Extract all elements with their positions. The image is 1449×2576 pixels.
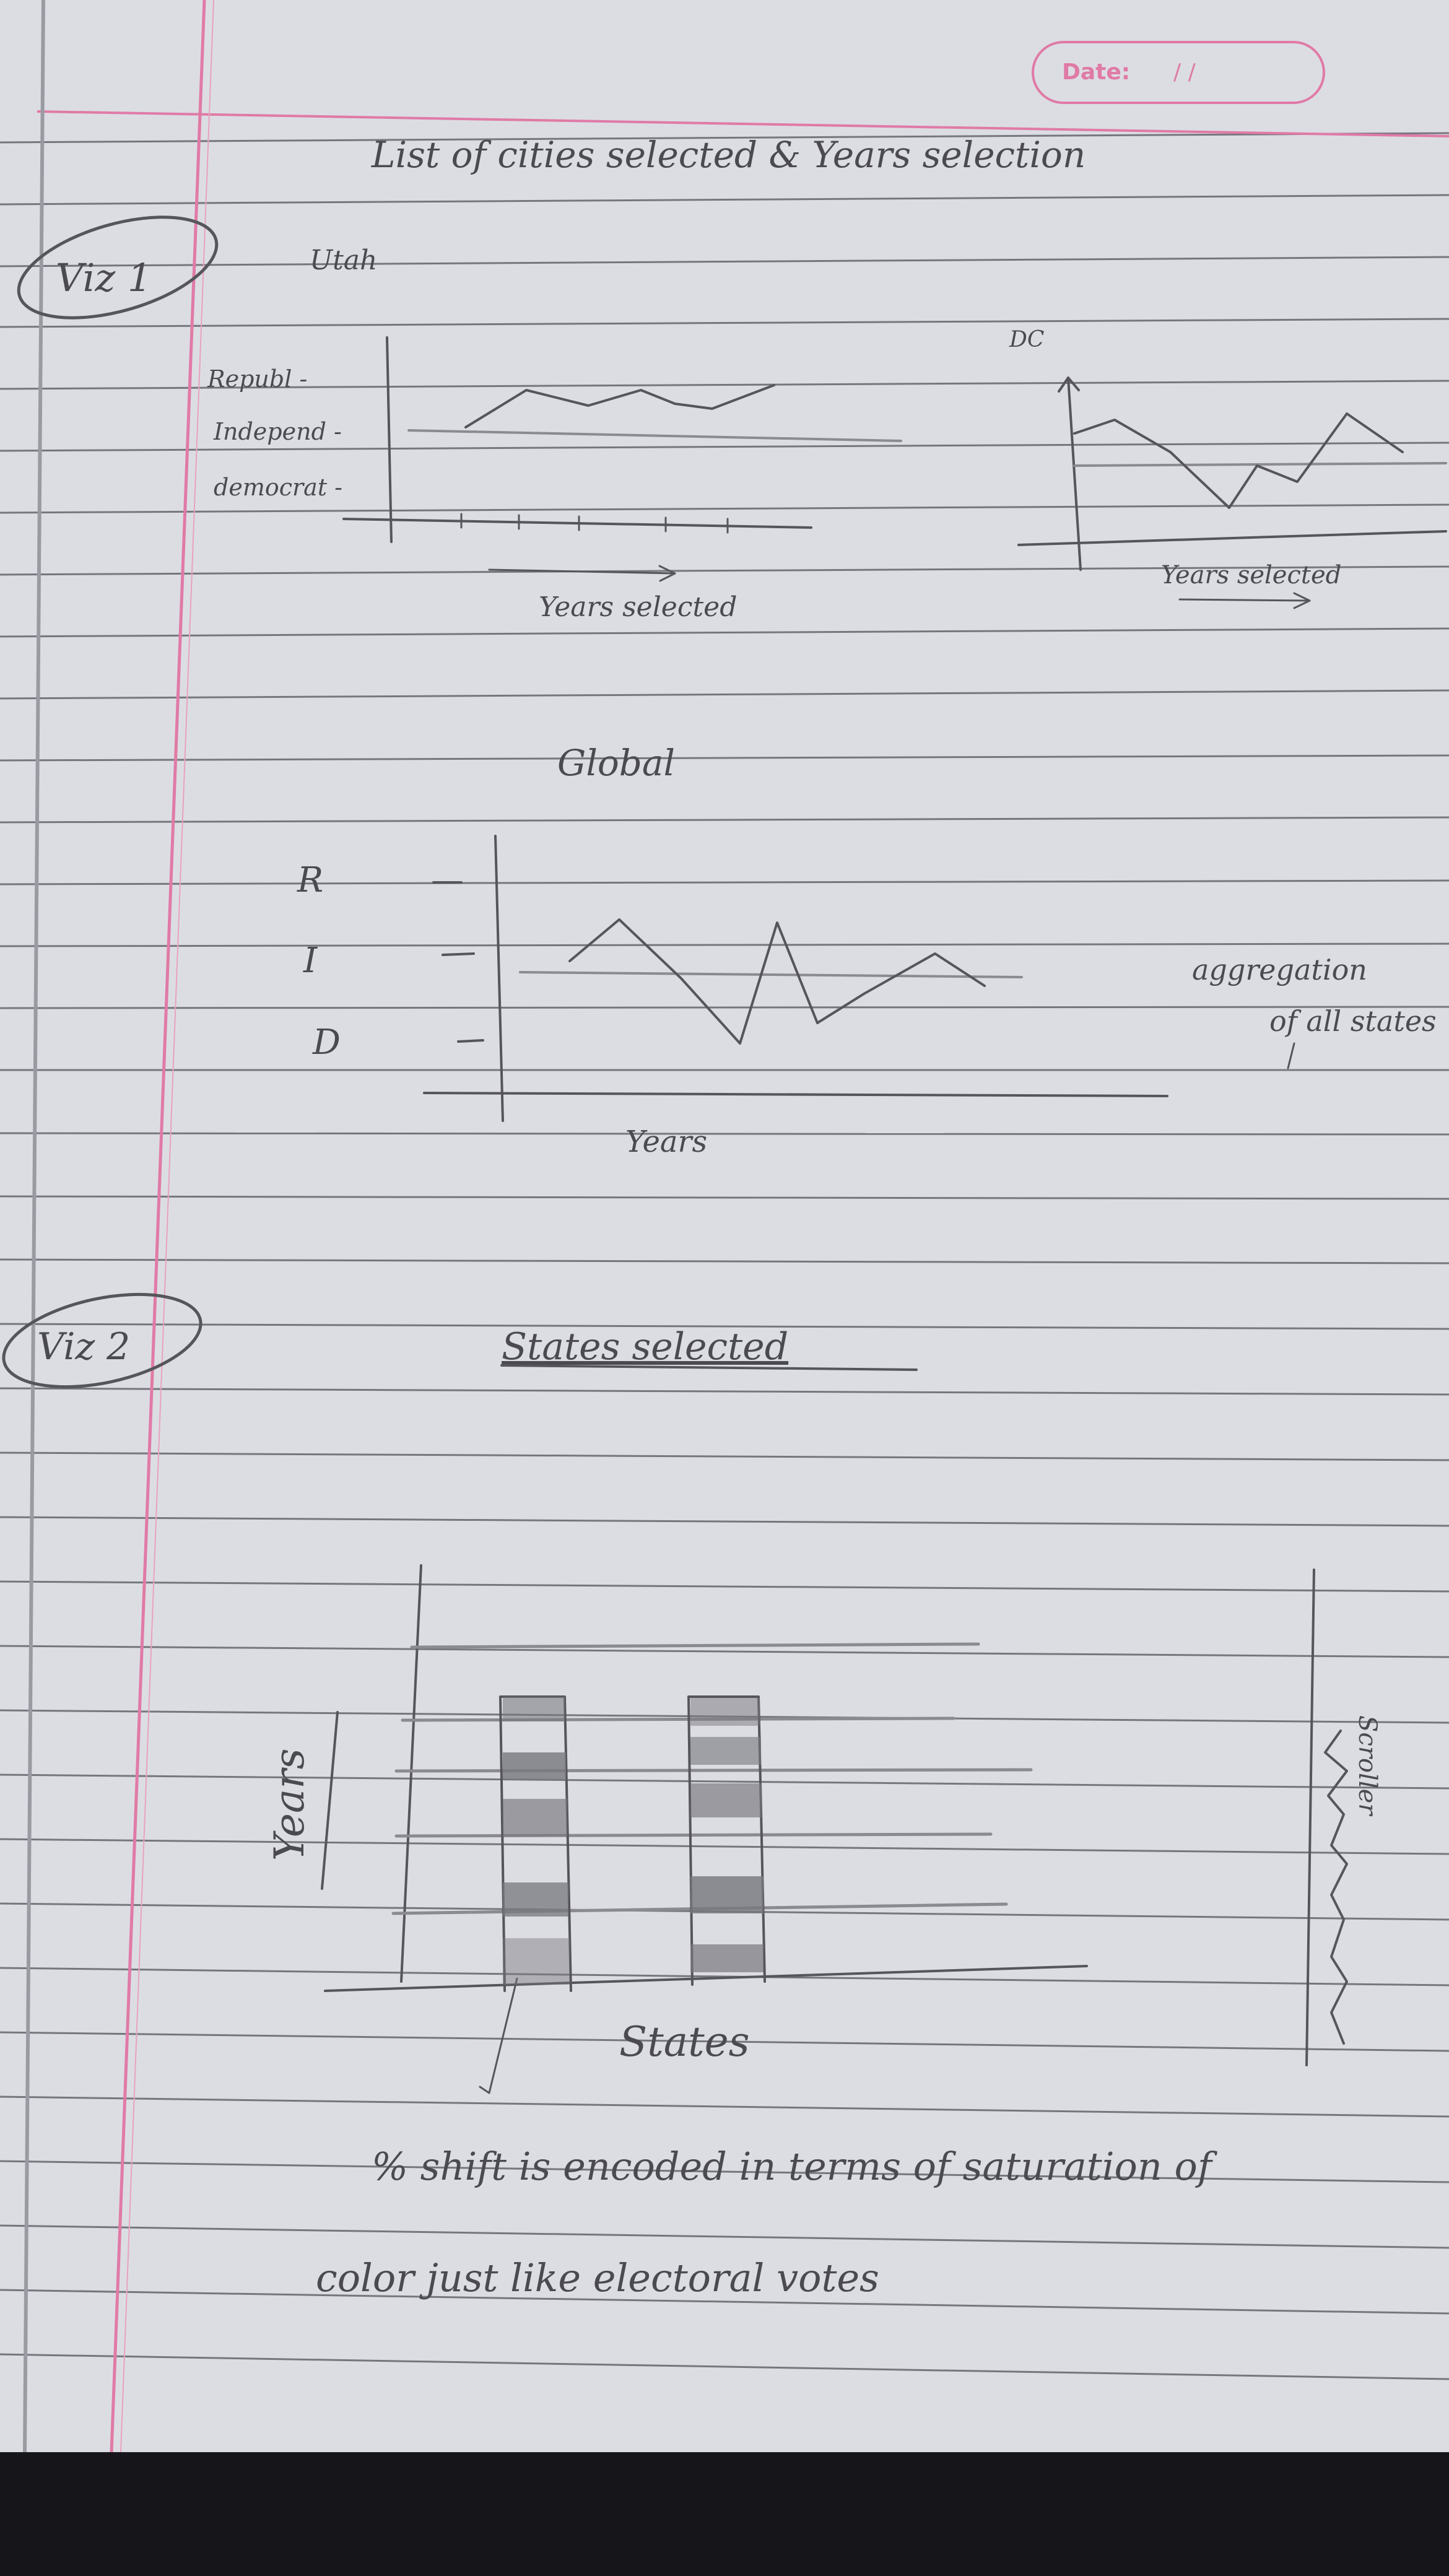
dc-trend-line — [1074, 414, 1403, 508]
viz2-scroller-label: Scroller — [1353, 1715, 1382, 1816]
state-bar-2-segment — [690, 1783, 762, 1817]
state-bar-2-segment — [690, 1698, 760, 1726]
state-bar-2-segment — [690, 1737, 761, 1765]
dc-y-axis — [1059, 378, 1081, 570]
state-bar-2-segment — [690, 1944, 764, 1972]
utah-ylabel-independent: Independ - — [214, 418, 342, 445]
dc-baseline — [1074, 463, 1446, 466]
state-bar-1-segment — [503, 1799, 567, 1836]
global-note-line1: aggregation — [1192, 953, 1367, 986]
global-trend-line — [570, 920, 985, 1043]
spiral-binding-edge — [25, 0, 43, 2452]
global-y-axis — [495, 836, 503, 1121]
utah-x-arrow — [489, 566, 675, 581]
global-title: Global — [557, 742, 676, 784]
dc-x-axis — [1019, 531, 1446, 545]
footnote-line2: color just like electoral votes — [316, 2255, 879, 2300]
utah-ylabel-democrat: democrat - — [214, 474, 343, 501]
margin-line-secondary — [121, 0, 214, 2452]
viz2-y-axis — [401, 1565, 421, 1982]
viz2-y-axis-marker — [322, 1712, 337, 1889]
global-x-axis — [424, 1093, 1167, 1096]
utah-trend-line — [466, 385, 774, 427]
viz2-x-label: States — [619, 2018, 750, 2066]
page-bottom-shadow — [0, 2452, 1449, 2576]
dc-title: DC — [1009, 327, 1045, 352]
global-note-stroke — [1288, 1043, 1294, 1068]
viz2-tag: Viz 2 — [37, 1325, 131, 1368]
viz2-title: States selected — [502, 1325, 789, 1368]
global-ylabel-r: R — [297, 860, 324, 900]
state-bar-1-segment — [503, 1697, 565, 1721]
global-baseline — [520, 972, 1022, 977]
utah-x-label: Years selected — [539, 591, 738, 623]
dc-x-label: Years selected — [1161, 561, 1342, 590]
dc-x-arrow — [1180, 593, 1310, 608]
footnote-line1: % shift is encoded in terms of saturation of — [372, 2144, 1212, 2189]
state-bar-1-segment — [503, 1938, 570, 1985]
viz2-annotation-arrow — [480, 1978, 517, 2093]
viz2-y-label: Years — [266, 1748, 313, 1861]
state-bar-1-segment — [503, 1752, 566, 1780]
viz1-tag: Viz 1 — [56, 255, 152, 300]
date-label: Date: — [1062, 59, 1131, 85]
state-bar-2 — [689, 1697, 765, 1985]
global-x-label: Years — [625, 1125, 708, 1159]
utah-ylabel-republican: Republ - — [207, 365, 308, 393]
global-ylabel-i: I — [303, 941, 318, 981]
margin-line — [111, 0, 204, 2452]
global-note-line2: of all states — [1269, 1004, 1437, 1038]
utah-independent-baseline — [409, 430, 901, 441]
state-bar-2-segment — [690, 1876, 764, 1913]
global-y-ticks — [433, 882, 483, 1042]
date-value: / / — [1173, 59, 1196, 85]
global-ylabel-d: D — [313, 1022, 341, 1063]
utah-title: Utah — [310, 245, 378, 276]
state-bar-1-segment — [503, 1882, 568, 1917]
page-title: List of cities selected & Years selection — [372, 134, 1086, 176]
utah-x-axis — [344, 519, 811, 528]
header-line — [37, 111, 1449, 136]
